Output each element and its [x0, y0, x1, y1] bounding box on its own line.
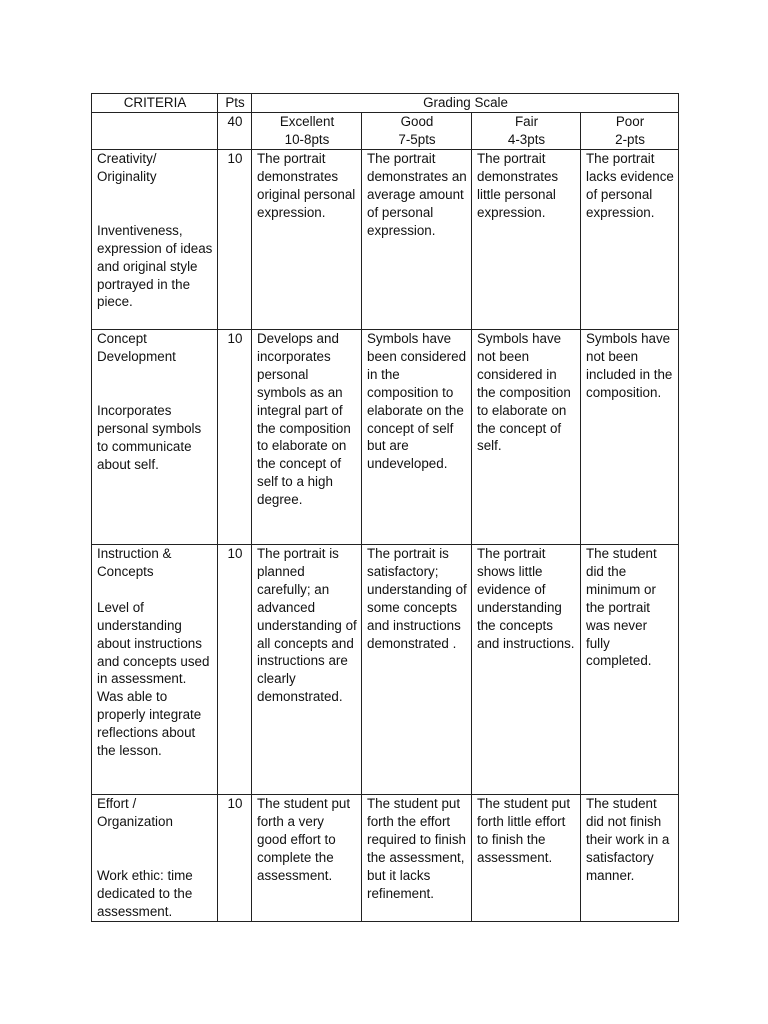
- level-name: Excellent: [279, 114, 335, 129]
- level-poor-header: [581, 113, 679, 150]
- criteria-description: Inventiveness, expression of ideas and original style portrayed in the piece.: [97, 222, 213, 310]
- points-cell: 10: [218, 795, 252, 922]
- grading-rubric-table: [91, 93, 679, 922]
- rubric-row-concept-development: [92, 330, 679, 545]
- level-range: 4-3pts: [507, 131, 546, 147]
- points-cell: 10: [218, 150, 252, 330]
- total-points: 40: [218, 113, 252, 150]
- level-range: 2-pts: [615, 131, 645, 147]
- grading-scale-header: Grading Scale: [252, 94, 679, 113]
- rubric-row-instruction-concepts: [92, 545, 679, 795]
- level-fair-header: [472, 113, 581, 150]
- level-excellent-header: [252, 113, 362, 150]
- criteria-description: Work ethic: time dedicated to the assessment.: [97, 867, 193, 919]
- criteria-title: Instruction & Concepts: [97, 546, 172, 579]
- criteria-cell: [92, 330, 218, 545]
- empty-cell: [92, 113, 218, 150]
- criteria-title: Concept Development: [97, 331, 176, 364]
- level-name: Fair: [514, 114, 539, 129]
- good-cell: The portrait is satisfactory; understanding of some concepts and instructions demonstrated .: [362, 545, 472, 795]
- poor-cell: The student did not finish their work in a satisfactory manner.: [581, 795, 679, 922]
- criteria-description: Incorporates personal symbols to communicate about self.: [97, 402, 202, 472]
- poor-cell: The student did the minimum or the portrait was never fully completed.: [581, 545, 679, 795]
- points-cell: 10: [218, 545, 252, 795]
- points-cell: 10: [218, 330, 252, 545]
- fair-cell: The portrait shows little evidence of understanding the concepts and instructions.: [472, 545, 581, 795]
- criteria-description: Level of understanding about instructions and concepts used in assessment. Was able to properly integrate reflections about the lesson.: [97, 599, 210, 759]
- criteria-cell: [92, 545, 218, 795]
- excellent-cell: Develops and incorporates personal symbols as an integral part of the composition to elaborate on the concept of self to a high degree.: [252, 330, 362, 545]
- header-row: [92, 94, 679, 113]
- level-header-row: [92, 113, 679, 150]
- rubric-row-creativity: [92, 150, 679, 330]
- level-good-header: [362, 113, 472, 150]
- fair-cell: The portrait demonstrates little personal expression.: [472, 150, 581, 330]
- excellent-cell: The student put forth a very good effort to complete the assessment.: [252, 795, 362, 922]
- poor-cell: Symbols have not been included in the composition.: [581, 330, 679, 545]
- criteria-title: Effort / Organization: [97, 796, 173, 829]
- poor-cell: The portrait lacks evidence of personal expression.: [581, 150, 679, 330]
- criteria-cell: [92, 150, 218, 330]
- criteria-header: CRITERIA: [92, 94, 218, 113]
- pts-header: Pts: [218, 94, 252, 113]
- good-cell: Symbols have been considered in the composition to elaborate on the concept of self but are undeveloped.: [362, 330, 472, 545]
- level-range: 7-5pts: [398, 131, 436, 147]
- criteria-title: Creativity/ Originality: [97, 151, 157, 184]
- level-name: Good: [400, 114, 434, 129]
- level-name: Poor: [615, 114, 645, 129]
- good-cell: The portrait demonstrates an average amount of personal expression.: [362, 150, 472, 330]
- excellent-cell: The portrait demonstrates original personal expression.: [252, 150, 362, 330]
- rubric-row-effort-organization: [92, 795, 679, 922]
- good-cell: The student put forth the effort required to finish the assessment, but it lacks refinement.: [362, 795, 472, 922]
- fair-cell: The student put forth little effort to finish the assessment.: [472, 795, 581, 922]
- criteria-cell: [92, 795, 218, 922]
- level-range: 10-8pts: [284, 131, 330, 147]
- fair-cell: Symbols have not been considered in the composition to elaborate on the concept of self.: [472, 330, 581, 545]
- excellent-cell: The portrait is planned carefully; an advanced understanding of all concepts and instructions are clearly demonstrated.: [252, 545, 362, 795]
